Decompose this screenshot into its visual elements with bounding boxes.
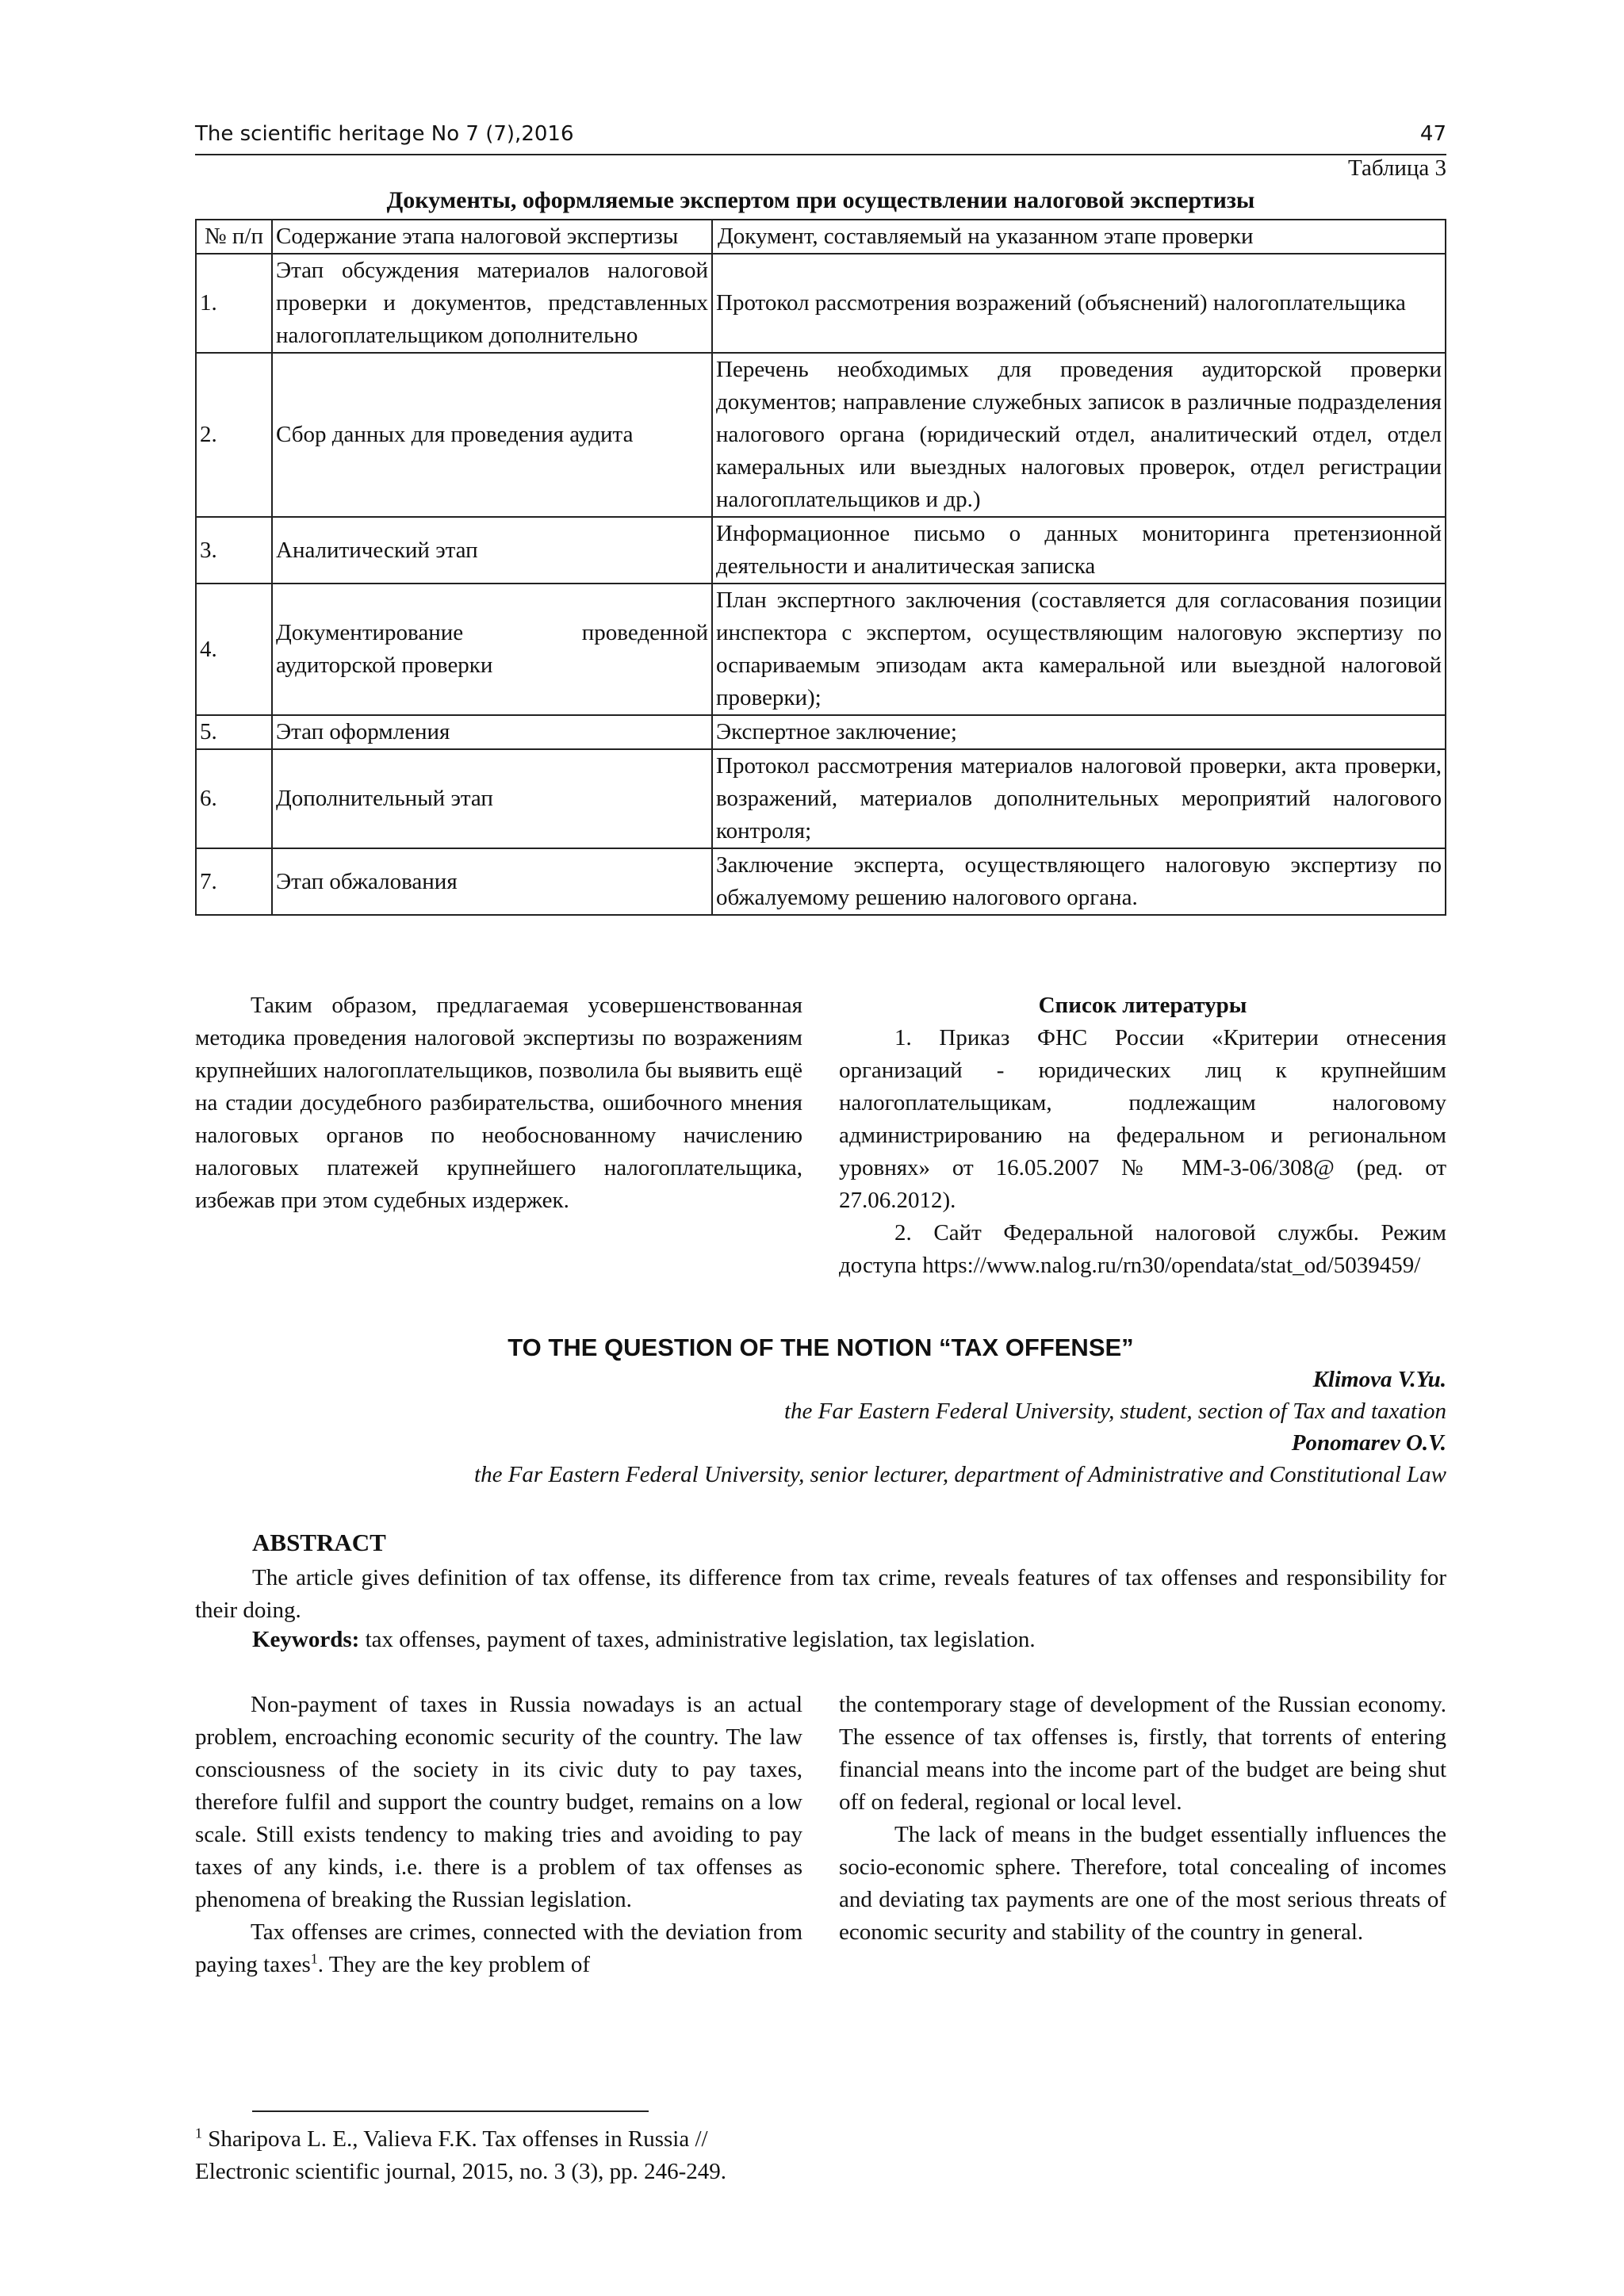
table-title: Документы, оформляемые экспертом при осуществлении налоговой экспертизы (386, 187, 1255, 213)
body-paragraph: The lack of means in the budget essentially influences the socio-economic sphere. Therefore, total concealing of incomes and deviating tax payments are one of the most serious threats of economic security and stability of the country in general. (839, 1822, 1446, 1945)
documents-table (195, 219, 1446, 916)
paragraph-text: Tax offenses are crimes, connected with the deviation from paying taxes (195, 1919, 802, 1977)
row-document: Протокол рассмотрения возражений (объяснений) налогоплательщика (712, 254, 1446, 353)
row-number: 5. (196, 715, 272, 749)
conclusion-paragraph: Таким образом, предлагаемая усовершенствованная методика проведения налоговой экспертизы по возражениям крупнейших налогоплательщиков, позволила бы выявить ещё на стадии досудебного разбирательства, ошибочного мнения налоговых органов по необоснованному начислению налоговых платежей крупнейшего налогоплательщика, избежав при этом судебных издержек. (195, 993, 802, 1213)
footnote-mark: 1 (195, 2125, 202, 2141)
table-header-cell: № п/п (196, 220, 272, 254)
table-row (196, 749, 1446, 848)
footnote-text: Sharipova L. E., Valieva F.K. Tax offenses in Russia // Electronic scientific journal, 2015, no. 3 (3), pp. 246-249. (195, 2126, 727, 2184)
row-document: Экспертное заключение; (712, 715, 1446, 749)
footnote (195, 2123, 798, 2188)
body-paragraph: the contemporary stage of development of the Russian economy. The essence of tax offenses is, firstly, that torrents of entering financial means into the income part of the budget are being shut off on federal, regional or local level. (839, 1692, 1446, 1815)
table-row (196, 353, 1446, 517)
table-header-cell: Документ, составляемый на указанном этапе проверки (712, 220, 1446, 254)
table-row (196, 848, 1446, 915)
table-row (196, 584, 1446, 715)
row-document: План экспертного заключения (составляется для согласования позиции инспектора с экспертом, осуществляющим налоговую экспертизу по оспариваемым эпизодам акта камеральной или выездной налоговой проверки); (712, 584, 1446, 715)
row-document: Информационное письмо о данных мониторинга претензионной деятельности и аналитическая записка (712, 517, 1446, 584)
body-left-column (195, 1689, 802, 1981)
author-name: Klimova V.Yu. (1312, 1367, 1446, 1392)
abstract-heading: ABSTRACT (252, 1529, 386, 1556)
body-paragraph: Non-payment of taxes in Russia nowadays is an actual problem, encroaching economic security of the country. The law consciousness of the society in its civic duty to pay taxes, therefore fulfil and support the country budget, remains on a low scale. Still exists tendency to making tries and avoiding to pay taxes of any kinds, i.e. there is a problem of tax offenses as phenomena of breaking the Russian legislation. (195, 1692, 802, 1912)
article-title: TO THE QUESTION OF THE NOTION “TAX OFFENSE” (508, 1334, 1134, 1361)
row-stage: Дополнительный этап (272, 749, 712, 848)
paragraph-text: . They are the key problem of (317, 1952, 591, 1977)
references-heading: Список литературы (1038, 993, 1247, 1018)
page-number: 47 (1419, 122, 1446, 146)
footnote-ref[interactable]: 1 (310, 1950, 318, 1967)
table-header-row (196, 220, 1446, 254)
row-number: 6. (196, 749, 272, 848)
row-stage: Аналитический этап (272, 517, 712, 584)
row-stage: Этап обсуждения материалов налоговой проверки и документов, представленных налогоплательщиком дополнительно (272, 254, 712, 353)
row-document: Протокол рассмотрения материалов налоговой проверки, акта проверки, возражений, материалов дополнительных мероприятий налогового контроля; (712, 749, 1446, 848)
author-name: Ponomarev O.V. (1291, 1430, 1446, 1456)
footnote-divider (252, 2110, 649, 2112)
references-column (839, 989, 1446, 1282)
table-header-cell: Содержание этапа налоговой экспертизы (272, 220, 712, 254)
body-paragraph (195, 1916, 802, 1981)
author-affiliation: the Far Eastern Federal University, senior lecturer, department of Administrative and Constitutional Law (474, 1462, 1446, 1487)
table-row (196, 715, 1446, 749)
keywords (252, 1627, 1036, 1653)
row-number: 2. (196, 353, 272, 517)
reference-item: 1. Приказ ФНС России «Критерии отнесения организаций - юридических лиц к крупнейшим налогоплательщикам, подлежащим налоговому администрированию на федеральном и региональном уровнях» от 16.05.2007 № ММ-3-06/308@ (ред. от 27.06.2012). (839, 1025, 1446, 1213)
reference-item: 2. Сайт Федеральной налоговой службы. Режим доступа https://www.nalog.ru/rn30/opendata/stat_od/5039459/ (839, 1220, 1446, 1278)
table-row (196, 254, 1446, 353)
body-right-column (839, 1689, 1446, 1949)
conclusion-column (195, 989, 802, 1217)
row-stage: Сбор данных для проведения аудита (272, 353, 712, 517)
keywords-text: tax offenses, payment of taxes, administrative legislation, tax legislation. (359, 1627, 1036, 1652)
row-number: 4. (196, 584, 272, 715)
keywords-label: Keywords: (252, 1627, 360, 1652)
row-document: Перечень необходимых для проведения аудиторской проверки документов; направление служебных записок в различные подразделения налогового органа (юридический отдел, аналитический отдел, отдел камеральных или выездных налоговых проверок, отдел регистрации налогоплательщиков и др.) (712, 353, 1446, 517)
row-number: 7. (196, 848, 272, 915)
running-header (195, 119, 1446, 155)
row-stage: Этап оформления (272, 715, 712, 749)
table-label: Таблица 3 (1347, 155, 1446, 181)
author-affiliation: the Far Eastern Federal University, student, section of Tax and taxation (784, 1399, 1446, 1424)
journal-title: The scientific heritage No 7 (7),2016 (195, 122, 574, 146)
row-document: Заключение эксперта, осуществляющего налоговую экспертизу по обжалуемому решению налогового органа. (712, 848, 1446, 915)
row-number: 3. (196, 517, 272, 584)
row-stage: Документирование проведенной аудиторской проверки (272, 584, 712, 715)
abstract-text: The article gives definition of tax offense, its difference from tax crime, reveals features of tax offenses and responsibility for their doing. (195, 1565, 1446, 1623)
row-number: 1. (196, 254, 272, 353)
table-row (196, 517, 1446, 584)
row-stage: Этап обжалования (272, 848, 712, 915)
